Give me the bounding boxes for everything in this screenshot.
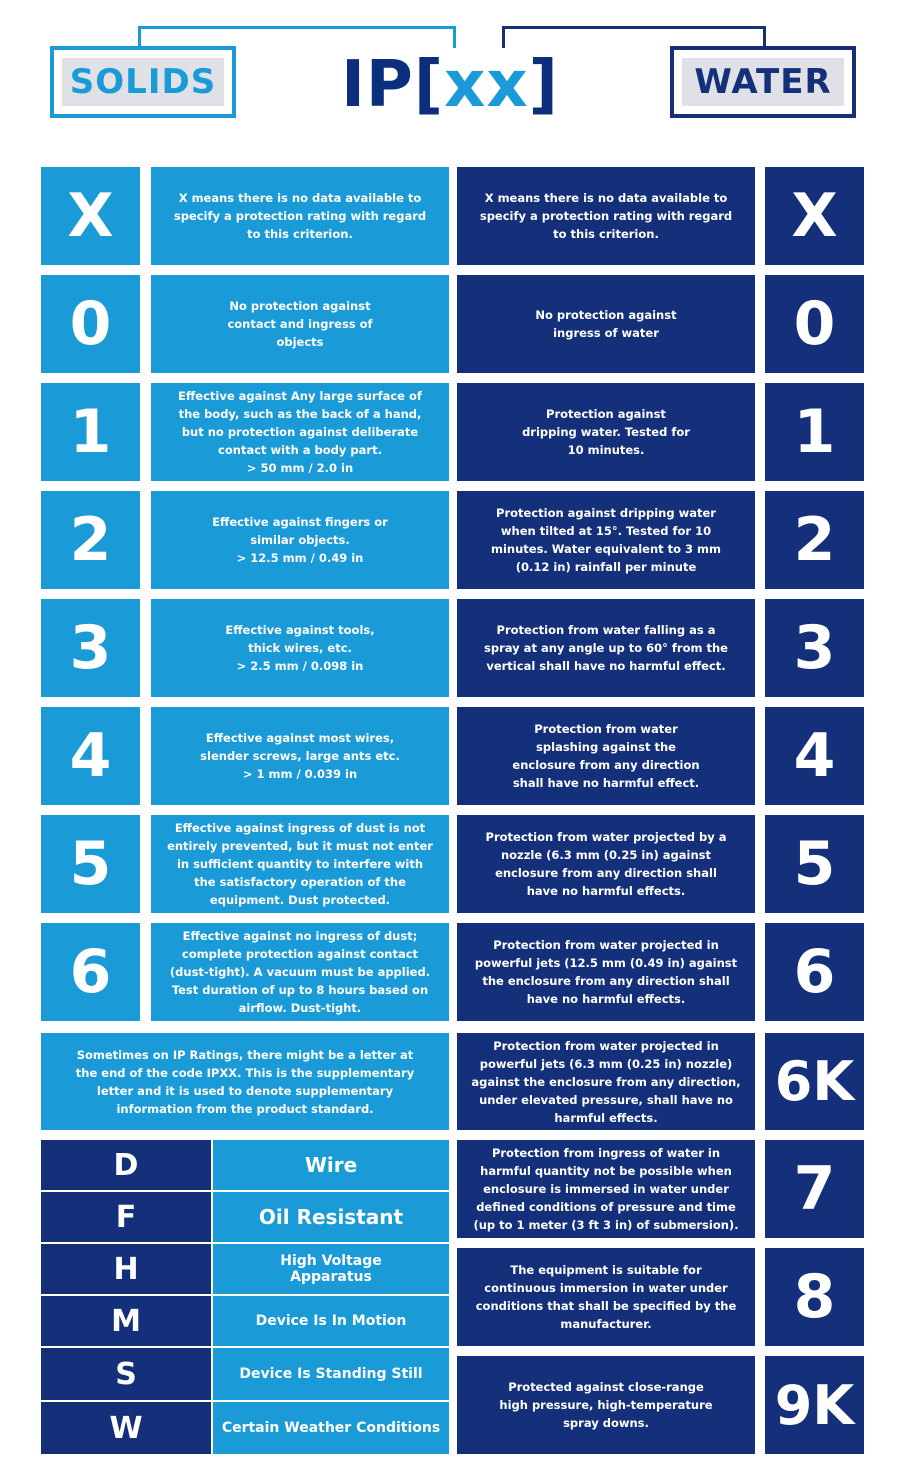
water-description: No protection against ingress of water (535, 308, 677, 340)
water-label: WATER (694, 62, 832, 102)
supplementary-label: Device Is In Motion (255, 1313, 407, 1329)
solids-description: Effective against ingress of dust is not entirely prevented, but it must not enter in sufficient quantity to interfere with the satisfactory operation of the equipment. Dust protected. (167, 821, 433, 907)
supplementary-letter-cell (41, 1402, 211, 1454)
solids-code: 3 (69, 613, 112, 683)
water-description-cell (457, 167, 755, 265)
solids-description: No protection against contact and ingress of objects (227, 299, 373, 349)
water-header (670, 46, 856, 118)
solids-description-cell (151, 383, 449, 481)
title-xx: xx (444, 48, 529, 122)
water-code: 9K (774, 1373, 855, 1437)
water-code: 1 (793, 397, 836, 467)
supplementary-label: Device Is Standing Still (239, 1366, 423, 1382)
water-code: 6K (774, 1050, 855, 1113)
supplementary-label-cell (213, 1140, 449, 1190)
supplementary-letter-cell (41, 1348, 211, 1400)
solids-description-cell (151, 923, 449, 1021)
solids-description-cell (151, 815, 449, 913)
water-description: X means there is no data available to specify a protection rating with regard to this criterion. (479, 191, 733, 241)
supplementary-note (41, 1033, 449, 1130)
solids-code-cell (41, 383, 140, 481)
water-code: 7 (793, 1154, 836, 1224)
page-title (335, 40, 565, 130)
water-code-cell (765, 599, 864, 697)
solids-description: Effective against most wires, slender screws, large ants etc. > 1 mm / 0.039 in (200, 731, 400, 781)
supplementary-letter: F (115, 1199, 137, 1235)
water-code-cell (765, 167, 864, 265)
water-code-cell (765, 1248, 864, 1346)
water-code-cell (765, 1033, 864, 1130)
supplementary-letter: D (113, 1147, 139, 1183)
water-description: Protection from water projected in powerful jets (6.3 mm (0.25 in) nozzle) against the enclosure from any direction, under elevated pressure, shall have no harmful effects. (471, 1038, 741, 1125)
solids-code: X (67, 181, 114, 251)
supplementary-label: Certain Weather Conditions (221, 1420, 441, 1436)
solids-code: 0 (69, 289, 112, 359)
solids-code-cell (41, 599, 140, 697)
water-description: Protection from water falling as a spray at any angle up to 60° from the vertical shall have no harmful effect. (484, 623, 728, 673)
water-code-cell (765, 815, 864, 913)
supplementary-label-cell (213, 1296, 449, 1346)
solids-code: 1 (69, 397, 112, 467)
water-description-cell (457, 1356, 755, 1454)
supplementary-label-cell (213, 1244, 449, 1294)
water-description: Protection from water projected in powerful jets (12.5 mm (0.49 in) against the enclosure from any direction shall have no harmful effects. (474, 938, 738, 1006)
water-code-cell (765, 1356, 864, 1454)
water-description: Protection against dripping water when tilted at 15°. Tested for 10 minutes. Water equivalent to 3 mm (0.12 in) rainfall per minute (490, 506, 722, 574)
solids-code-cell (41, 923, 140, 1021)
supplementary-label: Wire (304, 1153, 358, 1177)
supplementary-note-text: Sometimes on IP Ratings, there might be a letter at the end of the code IPXX. This is the supplementary letter and it is used to denote supplementary information from the product standard. (75, 1047, 415, 1116)
solids-description-cell (151, 599, 449, 697)
supplementary-letter-cell (41, 1192, 211, 1242)
supplementary-letter: S (115, 1356, 137, 1392)
water-code: 3 (793, 613, 836, 683)
water-code: 0 (793, 289, 836, 359)
solids-description: Effective against tools, thick wires, etc. > 2.5 mm / 0.098 in (225, 623, 375, 673)
supplementary-label-cell (213, 1348, 449, 1400)
water-description: Protection against dripping water. Tested for 10 minutes. (522, 407, 690, 457)
water-description: Protected against close-range high pressure, high-temperature spray downs. (499, 1380, 713, 1430)
solids-code-cell (41, 815, 140, 913)
solids-description-cell (151, 167, 449, 265)
supplementary-letter: H (113, 1251, 139, 1287)
water-description: Protection from ingress of water in harmful quantity not be possible when enclosure is immersed in water under defined conditions of pressure and time (up to 1 meter (3 ft 3 in) of submersion). (473, 1146, 739, 1232)
solids-description-cell (151, 275, 449, 373)
solids-code-cell (41, 491, 140, 589)
title-suffix: ] (528, 48, 559, 122)
water-code-cell (765, 383, 864, 481)
supplementary-letter: M (111, 1303, 141, 1339)
water-code: 8 (793, 1262, 836, 1332)
supplementary-letter: W (109, 1410, 143, 1446)
water-description: Protection from water splashing against the enclosure from any direction shall have no harmful effect. (512, 722, 700, 790)
water-description-cell (457, 707, 755, 805)
water-code: 6 (793, 937, 836, 1007)
water-code-cell (765, 491, 864, 589)
water-code-cell (765, 923, 864, 1021)
solids-description-cell (151, 491, 449, 589)
water-description-cell (457, 1033, 755, 1130)
supplementary-label: Oil Resistant (258, 1205, 404, 1229)
solids-description: X means there is no data available to specify a protection rating with regard to this criterion. (173, 191, 427, 241)
solids-code-cell (41, 167, 140, 265)
solids-label: SOLIDS (69, 62, 217, 102)
water-description-cell (457, 815, 755, 913)
solids-code-cell (41, 707, 140, 805)
solids-code: 4 (69, 721, 112, 791)
supplementary-label-cell (213, 1402, 449, 1454)
supplementary-letter-cell (41, 1296, 211, 1346)
supplementary-letter-cell (41, 1140, 211, 1190)
water-code-cell (765, 275, 864, 373)
solids-code: 2 (69, 505, 112, 575)
water-description: The equipment is suitable for continuous immersion in water under conditions that shall be specified by the manufacturer. (475, 1263, 737, 1331)
water-description-cell (457, 275, 755, 373)
water-code: 2 (793, 505, 836, 575)
solids-description: Effective against Any large surface of the body, such as the back of a hand, but no protection against deliberate contact with a body part. > 50 mm / 2.0 in (178, 389, 422, 475)
water-description-cell (457, 923, 755, 1021)
water-description: Protection from water projected by a nozzle (6.3 mm (0.25 in) against enclosure from any direction shall have no harmful effects. (485, 830, 727, 898)
supplementary-letter-cell (41, 1244, 211, 1294)
water-description-cell (457, 599, 755, 697)
solids-description: Effective against no ingress of dust; complete protection against contact (dust-tight). A vacuum must be applied. Test duration of up to 8 hours based on airflow. Dust-tight. (169, 929, 431, 1015)
supplementary-label-cell (213, 1192, 449, 1242)
water-code: 4 (793, 721, 836, 791)
water-code-cell (765, 707, 864, 805)
solids-code: 5 (69, 829, 112, 899)
solids-code-cell (41, 275, 140, 373)
supplementary-label: High Voltage Apparatus (280, 1253, 382, 1285)
water-code: X (791, 181, 838, 251)
water-description-cell (457, 1248, 755, 1346)
water-description-cell (457, 491, 755, 589)
solids-header (50, 46, 236, 118)
water-description-cell (457, 1140, 755, 1238)
water-code: 5 (793, 829, 836, 899)
title-prefix: IP[ (341, 48, 445, 122)
water-code-cell (765, 1140, 864, 1238)
solids-description: Effective against fingers or similar objects. > 12.5 mm / 0.49 in (212, 515, 388, 565)
water-description-cell (457, 383, 755, 481)
solids-description-cell (151, 707, 449, 805)
solids-code: 6 (69, 937, 112, 1007)
